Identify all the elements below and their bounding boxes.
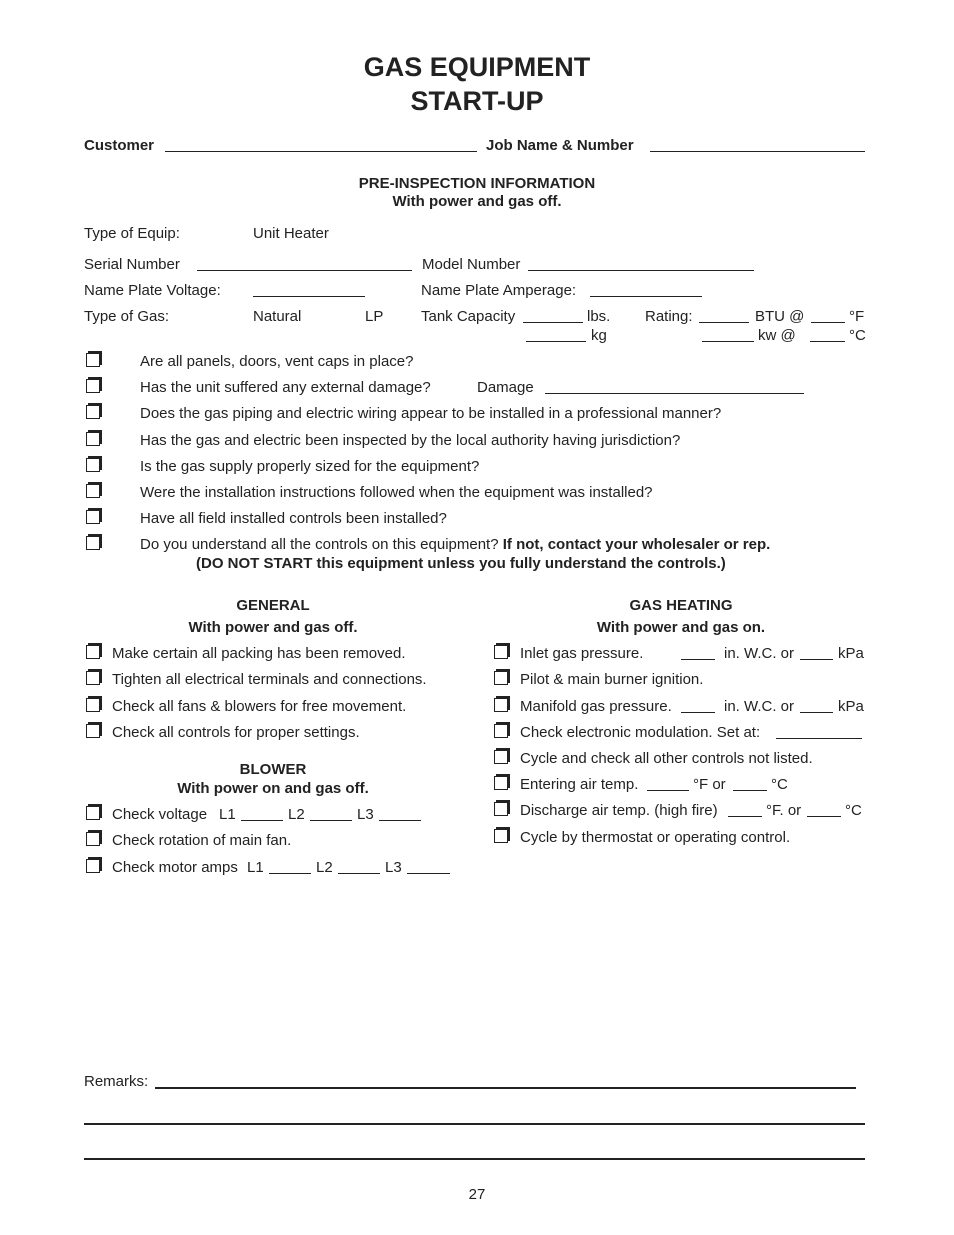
checkbox-icon[interactable] bbox=[494, 698, 508, 712]
fahrenheit-unit: °F bbox=[849, 308, 865, 325]
job-label: Job Name & Number bbox=[486, 137, 634, 154]
amps-l1-field[interactable] bbox=[269, 873, 311, 874]
rating-kw-field[interactable] bbox=[702, 341, 754, 342]
serial-number-field[interactable] bbox=[197, 270, 412, 271]
rating-f-field[interactable] bbox=[811, 322, 845, 323]
inwc-unit: in. W.C. or bbox=[724, 645, 795, 662]
inlet-inwc-field[interactable] bbox=[681, 659, 715, 660]
remarks-line-2[interactable] bbox=[84, 1123, 865, 1125]
rating-btu-field[interactable] bbox=[699, 322, 749, 323]
kw-unit: kw @ bbox=[758, 327, 796, 344]
customer-label: Customer bbox=[84, 137, 155, 154]
checkbox-icon[interactable] bbox=[494, 750, 508, 764]
amps-l2-field[interactable] bbox=[338, 873, 380, 874]
voltage-l3-field[interactable] bbox=[379, 820, 421, 821]
manifold-kpa-field[interactable] bbox=[800, 712, 833, 713]
discharge-air-label: Discharge air temp. (high fire) bbox=[520, 802, 718, 819]
inlet-kpa-field[interactable] bbox=[800, 659, 833, 660]
voltage-l1-field[interactable] bbox=[241, 820, 283, 821]
question-field-controls: Have all field installed controls been installed? bbox=[140, 510, 447, 527]
discharge-c-field[interactable] bbox=[807, 816, 841, 817]
controls-warning: If not, contact your wholesaler or rep. bbox=[502, 536, 771, 553]
tank-capacity-kg-field[interactable] bbox=[526, 341, 586, 342]
checkbox-icon[interactable] bbox=[86, 432, 100, 446]
type-of-equip-label: Type of Equip: bbox=[84, 225, 180, 242]
general-item: Tighten all electrical terminals and connections. bbox=[112, 671, 427, 688]
lbs-unit: lbs. bbox=[587, 308, 611, 325]
question-inspected: Has the gas and electric been inspected by the local authority having jurisdiction? bbox=[140, 432, 681, 449]
model-number-field[interactable] bbox=[528, 270, 754, 271]
customer-field[interactable] bbox=[165, 151, 477, 152]
checkbox-icon[interactable] bbox=[494, 645, 508, 659]
gas-heating-heading: GAS HEATING bbox=[629, 597, 733, 614]
checkbox-icon[interactable] bbox=[86, 806, 100, 820]
l3-label: L3 bbox=[357, 806, 374, 823]
amperage-label: Name Plate Amperage: bbox=[421, 282, 577, 299]
checkbox-icon[interactable] bbox=[86, 832, 100, 846]
entering-air-label: Entering air temp. bbox=[520, 776, 639, 793]
checkbox-icon[interactable] bbox=[86, 671, 100, 685]
checkbox-icon[interactable] bbox=[86, 510, 100, 524]
checkbox-icon[interactable] bbox=[494, 829, 508, 843]
cycle-other-label: Cycle and check all other controls not listed. bbox=[520, 750, 813, 767]
modulation-field[interactable] bbox=[776, 738, 862, 739]
question-damage: Has the unit suffered any external damage? bbox=[140, 379, 431, 396]
c-unit: °C bbox=[771, 776, 788, 793]
voltage-l2-field[interactable] bbox=[310, 820, 352, 821]
voltage-label: Name Plate Voltage: bbox=[84, 282, 221, 299]
inlet-pressure-label: Inlet gas pressure. bbox=[520, 645, 644, 662]
model-number-label: Model Number bbox=[422, 256, 521, 273]
c-unit: °C bbox=[845, 802, 862, 819]
rating-c-field[interactable] bbox=[810, 341, 845, 342]
checkbox-icon[interactable] bbox=[86, 536, 100, 550]
question-panels: Are all panels, doors, vent caps in place? bbox=[140, 353, 414, 370]
question-understand-controls: Do you understand all the controls on this equipment? If not, contact your wholesaler or rep. bbox=[140, 536, 771, 553]
kpa-unit: kPa bbox=[838, 698, 864, 715]
l2-label: L2 bbox=[316, 859, 333, 876]
controls-warning-line2: (DO NOT START this equipment unless you fully understand the controls.) bbox=[196, 555, 726, 572]
manifold-inwc-field[interactable] bbox=[681, 712, 715, 713]
page-title: GAS EQUIPMENT bbox=[363, 52, 591, 82]
checkbox-icon[interactable] bbox=[86, 484, 100, 498]
serial-number-label: Serial Number bbox=[84, 256, 180, 273]
amperage-field[interactable] bbox=[590, 296, 702, 297]
rating-label: Rating: bbox=[645, 308, 693, 325]
general-item: Check all controls for proper settings. bbox=[112, 724, 360, 741]
checkbox-icon[interactable] bbox=[494, 724, 508, 738]
remarks-label: Remarks: bbox=[84, 1073, 149, 1090]
page-subtitle: START-UP bbox=[410, 86, 544, 116]
blower-subheading: With power on and gas off. bbox=[177, 780, 369, 797]
blower-rotation-label: Check rotation of main fan. bbox=[112, 832, 292, 849]
cycle-thermostat-label: Cycle by thermostat or operating control. bbox=[520, 829, 791, 846]
checkbox-icon[interactable] bbox=[494, 776, 508, 790]
type-of-equip-value: Unit Heater bbox=[253, 225, 329, 242]
inwc-unit: in. W.C. or bbox=[724, 698, 795, 715]
page-number: 27 bbox=[468, 1186, 486, 1203]
checkbox-icon[interactable] bbox=[86, 353, 100, 367]
entering-c-field[interactable] bbox=[733, 790, 767, 791]
l3-label: L3 bbox=[385, 859, 402, 876]
checkbox-icon[interactable] bbox=[494, 671, 508, 685]
question-piping: Does the gas piping and electric wiring appear to be installed in a professional manner? bbox=[140, 405, 722, 422]
amps-l3-field[interactable] bbox=[407, 873, 450, 874]
l1-label: L1 bbox=[219, 806, 236, 823]
blower-voltage-label: Check voltage bbox=[112, 806, 208, 823]
checkbox-icon[interactable] bbox=[86, 405, 100, 419]
pilot-ignition-label: Pilot & main burner ignition. bbox=[520, 671, 704, 688]
gas-natural-option[interactable]: Natural bbox=[253, 308, 302, 325]
kg-unit: kg bbox=[591, 327, 607, 344]
tank-capacity-label: Tank Capacity bbox=[421, 308, 516, 325]
f-dot-or-unit: °F. or bbox=[766, 802, 802, 819]
blower-heading: BLOWER bbox=[239, 761, 307, 778]
modulation-label: Check electronic modulation. Set at: bbox=[520, 724, 761, 741]
question-gas-supply: Is the gas supply properly sized for the equipment? bbox=[140, 458, 480, 475]
gas-heating-subheading: With power and gas on. bbox=[596, 619, 766, 636]
general-item: Check all fans & blowers for free movement. bbox=[112, 698, 407, 715]
checkbox-icon[interactable] bbox=[86, 698, 100, 712]
l2-label: L2 bbox=[288, 806, 305, 823]
checkbox-icon[interactable] bbox=[494, 802, 508, 816]
btu-unit: BTU @ bbox=[755, 308, 805, 325]
general-subheading: With power and gas off. bbox=[188, 619, 358, 636]
checkbox-icon[interactable] bbox=[86, 724, 100, 738]
kpa-unit: kPa bbox=[838, 645, 864, 662]
job-field[interactable] bbox=[650, 151, 865, 152]
general-heading: GENERAL bbox=[236, 597, 310, 614]
gas-type-label: Type of Gas: bbox=[84, 308, 170, 325]
f-or-unit: °F or bbox=[693, 776, 726, 793]
entering-f-field[interactable] bbox=[647, 790, 689, 791]
gas-lp-option[interactable]: LP bbox=[365, 308, 384, 325]
discharge-f-field[interactable] bbox=[728, 816, 762, 817]
damage-field[interactable] bbox=[545, 393, 804, 394]
celsius-unit: °C bbox=[849, 327, 866, 344]
remarks-field[interactable] bbox=[155, 1087, 856, 1089]
checkbox-icon[interactable] bbox=[86, 645, 100, 659]
manifold-pressure-label: Manifold gas pressure. bbox=[520, 698, 672, 715]
blower-amps-label: Check motor amps bbox=[112, 859, 238, 876]
pre-inspection-subheading: With power and gas off. bbox=[392, 193, 562, 210]
checkbox-icon[interactable] bbox=[86, 458, 100, 472]
voltage-field[interactable] bbox=[253, 296, 365, 297]
checkbox-icon[interactable] bbox=[86, 859, 100, 873]
remarks-line-3[interactable] bbox=[84, 1158, 865, 1160]
tank-capacity-lbs-field[interactable] bbox=[523, 322, 583, 323]
general-item: Make certain all packing has been removed. bbox=[112, 645, 406, 662]
checkbox-icon[interactable] bbox=[86, 379, 100, 393]
damage-label: Damage bbox=[477, 379, 534, 396]
question-instructions: Were the installation instructions followed when the equipment was installed? bbox=[140, 484, 653, 501]
l1-label: L1 bbox=[247, 859, 264, 876]
pre-inspection-heading: PRE-INSPECTION INFORMATION bbox=[358, 175, 596, 192]
